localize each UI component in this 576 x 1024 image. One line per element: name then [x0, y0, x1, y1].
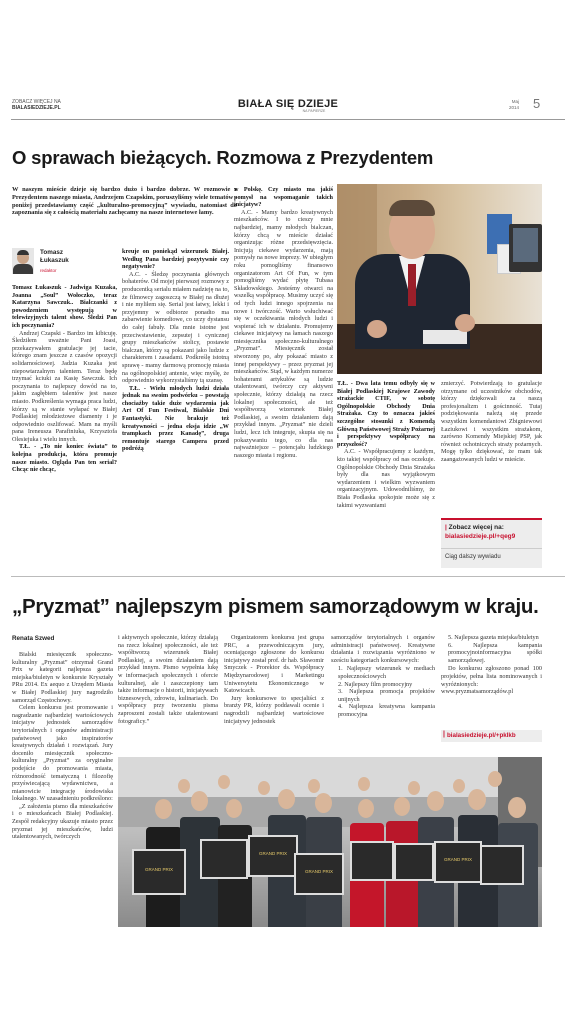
author-role: redaktor	[40, 268, 57, 273]
paragraph: Jury konkursowe to specjaliści z branży PR, którzy poddawali ocenie i nagrodzili najbardziej wartościowe inicjatywy jednostek	[224, 694, 324, 725]
award-label: GRAND PRIX	[258, 851, 287, 856]
issue-year: 2014	[509, 104, 520, 110]
award-frame	[294, 853, 344, 895]
paragraph: w Polskę. Czy miasto ma jakiś pomysł na wspomaganie takich inicjatyw?	[234, 186, 333, 209]
header-left-line1: ZOBACZ WIĘCEJ NA	[12, 99, 61, 105]
article2-col4	[331, 634, 435, 719]
list-item: 4. Najlepsza kreatywna kampania promocyjna	[338, 703, 435, 718]
author-name: Tomasz Łukaszuk	[40, 249, 69, 264]
paragraph: A.C. - Współpracujemy z każdym, kto takiej współpracy od nas oczekuje. Ogólnopolskie Obchody Dnia Strażaka były dla nas wyjątkowym wydarzeniem i wielkim wyzwaniem organizacyjnym. Udowodniliśmy, że Biała Podlaska spokojnie może się z takimi wyzwaniami	[337, 448, 435, 509]
article2-col5	[441, 634, 542, 696]
article2-col2	[118, 634, 218, 725]
paragraph: Celem konkursu jest promowanie i nagradzanie najbardziej wartościowych inicjatyw jednostek samorządów terytorialnych i organów administracji państwowej jako inspiratorów kreatywnych działań i rozwiązań. Jury doceniło miesięcznik społeczno-kulturalny „Pryzmat” za oryginalne podejście do promowania miasta, różnorodność tematyczną i filozofię przyświecającą wydawnictwu, a mianowicie integrację środowiska lokalnego. W uzasadnieniu podkreślono:	[12, 704, 113, 803]
article2-link[interactable]: bialasiedzieje.pl/+pklkb	[447, 732, 516, 739]
author-avatar	[12, 248, 34, 274]
award-label: GRAND PRIX	[443, 857, 472, 862]
article2-title: „Pryzmat” najlepszym pismem samorządowym w kraju.	[12, 595, 539, 618]
paragraph: Bialski miesięcznik społeczno-kulturalny „Pryzmat” otrzymał Grand Prix w kategorii najlepsza gazeta miejska/biuletyn w konkursie Kryształy PRu 2014. Ex aequo z Urzędem Miasta w Białej Podlaskiej jury nagrodziło samorząd Częstochowy.	[12, 651, 113, 704]
list-item: 3. Najlepsza promocja projektów unijnych	[338, 688, 435, 703]
list-item: 6. Najlepsza kampania promocyjnoinformacyjna spółki samorządowej.	[448, 641, 542, 664]
award-frame	[132, 849, 186, 895]
paragraph: T.Ł. - „To nie koniec świata” to kolejna produkcja, która promuje nasze miasto. Ogląda Pan ten serial? Chcąc nie chcąc,	[12, 443, 117, 474]
article1-title: O sprawach bieżących. Rozmowa z Prezydentem	[12, 147, 434, 168]
paragraph: „Z założenia pismo dla mieszkańców i o mieszkańcach Białej Podlaskiej. Zespół redakcyjny ukazuje miasto przez pryzmat jej mieszkańców, ludzi utalentowanych, twórczych	[12, 802, 113, 841]
article1-col3	[234, 186, 333, 459]
header-left-line2[interactable]: BIALASIEDZIEJE.PL	[12, 105, 61, 111]
list-item: 5. Najlepsza gazeta miejska/biuletyn	[448, 634, 539, 641]
president-photo	[337, 184, 542, 374]
paragraph: Do konkursu zgłoszono ponad 100 projektów, pełna lista nominowanych i wyróżnionych: www.pryzmatsamorządów.pl	[441, 665, 542, 696]
article2-author: Renata Szwed	[12, 635, 55, 642]
award-label: GRAND PRIX	[304, 869, 333, 874]
paragraph: Organizatorem konkursu jest grupa PRC, a przewodniczącym jury, oceniającego zgłoszone do konkursu inicjatywy został prof. dr hab. Sławomir Smyczek - Prorektor ds. Współpracy Międzynarodowej i Marketingu Uniwersytetu Ekonomicznego w Katowicach.	[224, 634, 324, 695]
paragraph: i aktywnych społecznie, którzy działają na rzecz lokalnej społeczności, ale też współtworzą wizerunek Białej Podlaskiej, a swoim działaniem dają przykład innym. Pismo wypełnia lukę w informacjach społecznych i ofercie kulturalnej, ale i zaszczepiony tam także informacje o historii, inicjatywach biznesowych, zdrowiu, kulinariach. Do współpracy przy tworzeniu pisma zaproszeni zostali także utalentowani fotograficy.”	[118, 634, 218, 725]
more-box-continue[interactable]: Ciąg dalszy wywiadu	[445, 554, 501, 560]
paragraph: zmierzyć. Potwierdzają to gratulacje otrzymane od uczestników obchodów, którzy dziękowali za naszą profesjonalizm i gościnność. Tutaj podziękowania należą się przede wszystkim komendantowi Zbigniewowi Łaziukowi i wszystkim strażakom, zarówno Komendy Miejskiej PSP, jak również ochotniczych straży pożarnych. Mogę tylko dziękować, że mam tak zaangażowanych ludzi w mieście.	[441, 380, 542, 463]
more-box[interactable]	[441, 518, 542, 568]
more-box-bar: |	[445, 524, 447, 531]
masthead-title: BIAŁA SIĘ DZIEJE	[237, 98, 339, 110]
award-frame	[248, 835, 298, 877]
article2-col3	[224, 634, 324, 725]
article2-link-bar: |	[443, 731, 445, 738]
article2-link-box[interactable]	[441, 730, 542, 742]
list-item: 2. Najlepszy film promocyjny	[338, 680, 413, 688]
section-rule	[11, 576, 565, 577]
award-frame	[434, 841, 482, 883]
page-number: 5	[533, 96, 541, 111]
masthead-sub: NA PAPIERZE	[302, 109, 326, 113]
more-box-label: Zobacz więcej na:	[448, 524, 504, 531]
paragraph: T.Ł. - Dwa lata temu odbyły się w Białej Podlaskiej Krajowe Zawody strażackie CTIF, w sobotę Ogólnopolskie Obchody Dnia Strażaka. Czy to oznacza jakieś szczególne stosunki z Komendą Główną Państwowej Straży Pożarnej i perspektywy współpracy na przyszłość?	[337, 380, 435, 448]
article1-col4	[337, 380, 435, 509]
issue-date	[509, 99, 519, 110]
header-rule	[11, 119, 565, 120]
paragraph: A.C. - Mamy bardzo kreatywnych mieszkańców. I to cieszy mnie najbardziej, mamy młodych bialczan, którzy chcą w mieście działać organizując różne przedsięwzięcia. Inicjują ciekawe wydarzenia, mają pomysły na nowe imprezy. W ubiegłym roku pomogliśmy finansowo organizatorom Art Of Fun, w tym pomogliśmy wydać płytę Tubasa Składowskiego. Jesteśmy otwarci na wszelką współpracę. Musimy uczyć się od tych ludzi innego spojrzenia na nowe i twórczość. Warto wsłuchiwać się w oczekiwania młodych ludzi i wspierać ich w działaniu. Promujemy ciekawe inicjatywy na łamach naszego miesięcznika społeczno-kulturalnego „Pryzmat”. Miesięcznik został stworzony po, aby pokazać miasto z innej perspektywy – przez pryzmat jej mieszkańców. Stąd, w każdym numerze bohaterami artykułów są ludzie utalentowani, twórczy czy aktywni społecznie, którzy działają na rzecz lokalnej społeczności, ale też współtworzą wizerunek Białej Podlaskiej, a swoim działaniem dają przykład innym. „Pryzmat” nie dzieli ludzi, lecz ich integruje, skupia się na pokazywaniu tego, co dla nas najważniejsze – potencjału ludzkiego naszego miasta i regionu.	[234, 208, 333, 459]
award-group-photo	[118, 757, 542, 927]
paragraph: Andrzej Czapski - Bardzo im kibicuję. Śledziłem uważnie Pani Joasi, przekazywałem gratulacje jej tacie, którego znam jeszcze z czasów opozycji solidarnościowej. Jadzia Kuzaka jest niepowtarzalnym talentem. Teraz będę trzymać kciuki za Kasię Sawczuk. Ich poczynania to najlepszy dowód na to, jakim zagłębiem talentów jest nasze miasto. Podkreślenia wymaga praca ludzi, którzy są w stanie wyłapać w Białej Podlaskiej młodzieżowe diamenty i je odpowiednio oszlifować. Mam na myśli pana Ireneusza Parafiniuka, Krzysztofa Olesiejuka i wielu innych.	[12, 329, 117, 443]
award-label: GRAND PRIX	[144, 867, 173, 872]
article1-col5	[441, 380, 542, 464]
issue-month: Maj	[511, 99, 520, 104]
paragraph: A.C. - Śledzę poczynania głównych bohaterów. Od mojej pierwszej rozmowy z producentką serialu miałem nadzieję na to, że filmowcy zagoszczą w Białej na dłużej i nie myliłem się. Serial jest łatwy, lekki i przyjemny w odbiorze ponadto ma zabarwienie komediowe, co uczy dystansu do całej fabuły. Dla mnie istotne jest przeciwstawienie, zepsutej i cynicznej grupy mieszkańców stolicy, postawie bialczan, którzy są pokazani jako ludzie z charakterem i zasadami. Podkreślę istotną sprawę - mamy darmową promocję miasta na ogólnopolskiej antenie, więc myślę, że odpowiednio wykorzystaliśmy tą szansę.	[122, 270, 229, 385]
article1-col2	[122, 248, 229, 453]
article2-col1	[12, 651, 113, 841]
paragraph: samorządów terytorialnych i organów administracji państwowej. Kreatywne działania i rozwiązania wyróżniono w sześciu kategoriach konkursowych:	[331, 634, 435, 664]
paragraph: kreuje on poniekąd wizerunek Białej. Według Pana bardziej pozytywnie czy negatywnie?	[122, 248, 229, 271]
masthead	[0, 98, 576, 113]
paragraph: Tomasz Łukaszuk - Jadwiga Kuzaka, Joanna „Soul” Wołoczko, teraz Katarzyna Sawczuk.. Bialczanki z powodzeniem występują w telewizyjnych talent show. Śledzi Pan ich poczynania?	[12, 284, 117, 329]
article1-lead: W naszym mieście dzieje się bardzo dużo i bardzo dobrze. W rozmowie z Prezydentem naszego miasta, Andrzejem Czapskim, poruszyliśmy wiele tematów - poniżej przedstawiamy część „kulturalno-promocyjną” wywiadu, natomiast do zapoznania się z całością materiału zachęcamy na nasze internetowe łamy.	[12, 186, 237, 217]
list-item: 1. Najlepszy wizerunek w mediach społecznościowych	[338, 665, 435, 680]
paragraph: T.Ł. - Wielu młodych ludzi działa jednak na swoim podwórku – powstają chociażby takie duże wydarzenia jak Art Of Fun Festiwal, Bialskie Dni Fantastyki. Nie brakuje też kreatywności – jedna eksja idzie „W trampkach przez Kanadę”, druga remontuje starego Campera przed podróżą	[122, 384, 229, 453]
category-list	[331, 665, 435, 718]
article1-col1	[12, 284, 117, 474]
more-box-link[interactable]: bialasiedzieje.pl/+qeg9	[445, 533, 516, 540]
